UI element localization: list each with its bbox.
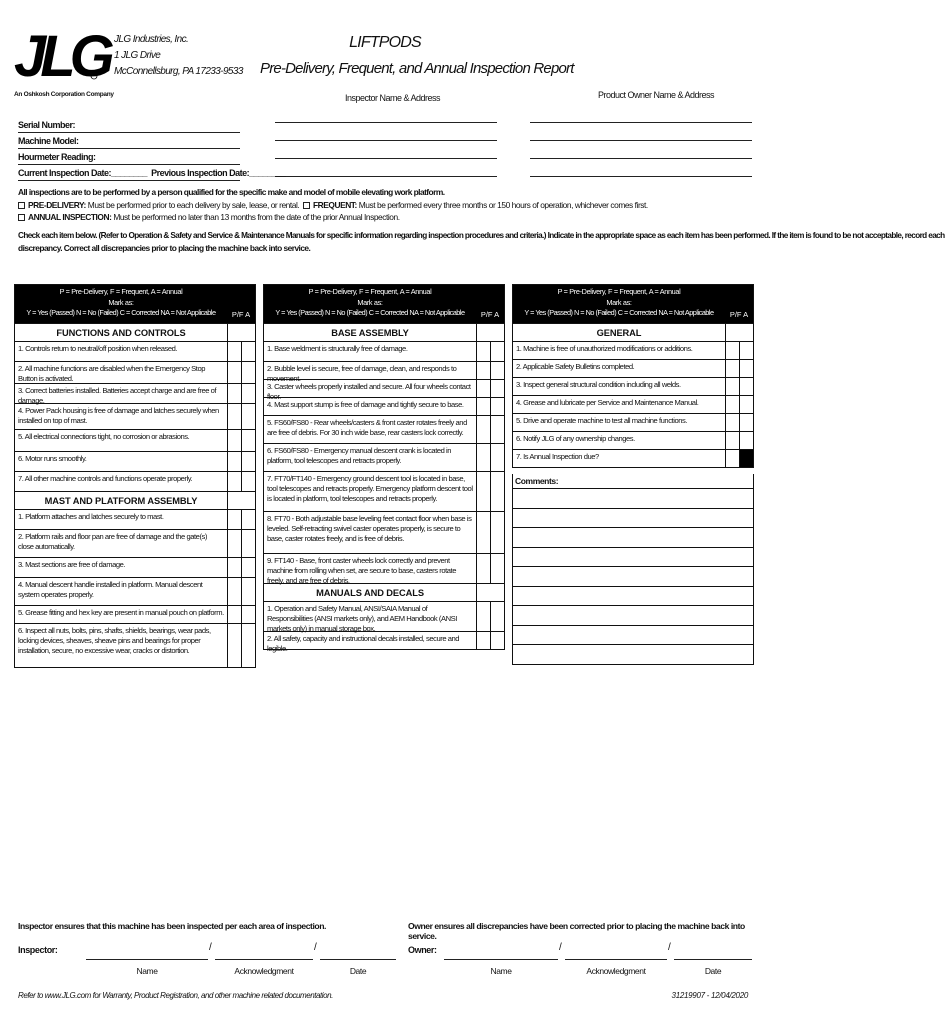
checklist-item: 2. Bubble level is secure, free of damage, clean, and responds to movement. — [263, 362, 505, 380]
machine-model-field[interactable]: Machine Model: — [18, 133, 240, 149]
document-number: 31219907 - 12/04/2020 — [671, 991, 748, 1000]
report-title-block — [260, 30, 574, 82]
checklist-item: 4. Grease and lubricate per Service and Maintenance Manual. — [512, 396, 754, 414]
checklist-item: 6. FS60/FS80 - Emergency manual descent crank is located in platform, tool telescopes and retracts properly. — [263, 444, 505, 472]
frequent-checkbox[interactable] — [303, 202, 310, 209]
annual-checkbox[interactable] — [18, 214, 25, 221]
serial-number-field[interactable]: Serial Number: — [18, 117, 240, 133]
inspection-dates-field[interactable]: Current Inspection Date:________ Previous Inspection Date:________ — [18, 165, 240, 181]
inspector-address-label: Inspector Name & Address — [345, 93, 441, 103]
inspector-date-caption: Date — [349, 966, 367, 976]
owner-label: Owner: — [408, 945, 437, 955]
column-2 — [263, 284, 505, 653]
owner-ack-caption: Acknowledgment — [586, 966, 646, 976]
company-address — [114, 32, 243, 80]
checklist-item: 5. All electrical connections tight, no corrosion or abrasions. — [14, 430, 256, 452]
parent-company: An Oshkosh Corporation Company — [14, 91, 114, 98]
predelivery-checkbox[interactable] — [18, 202, 25, 209]
owner-address-line-4[interactable] — [530, 176, 752, 177]
checklist-item: 3. Mast sections are free of damage. — [14, 558, 256, 578]
company-street: 1 JLG Drive — [114, 50, 161, 61]
check-instructions-1: Check each item below. (Refer to Operation & Safety and Service & Maintenance Manuals for specific information regarding inspection procedures and criteria.) Indicate in the appropriate space as each item has been performed. If the item is found to be not acceptable, record each — [18, 230, 945, 240]
checklist-item: 4. Manual descent handle installed in platform. Manual descent system operates properly. — [14, 578, 256, 606]
machine-info — [18, 117, 286, 181]
company-name: JLG Industries, Inc. — [114, 34, 189, 45]
checklist-item: 6. Notify JLG of any ownership changes. — [512, 432, 754, 450]
section-base-title: BASE ASSEMBLY — [263, 324, 505, 342]
checklist-item: 1. Operation and Safety Manual, ANSI/SAIA Manual of Responsibilities (ANSI markets only), and AEM Handbook (ANSI markets only) in manual storage box. — [263, 602, 505, 632]
inspector-ack-line[interactable] — [215, 959, 313, 960]
inspector-address-line-4[interactable] — [275, 176, 497, 177]
checklist-item: 2. All machine functions are disabled when the Emergency Stop Button is activated. — [14, 362, 256, 384]
checklist-item: 2. Applicable Safety Bulletins completed. — [512, 360, 754, 378]
check-instructions-2: discrepancy. Correct all discrepancies prior to placing the machine back into service. — [18, 243, 311, 253]
report-subtitle: Pre-Delivery, Frequent, and Annual Inspection Report — [260, 60, 574, 77]
inspector-statement: Inspector ensures that this machine has been inspected per each area of inspection. — [18, 921, 326, 931]
checklist-item: 6. Motor runs smoothly. — [14, 452, 256, 472]
inspector-date-line[interactable] — [320, 959, 396, 960]
checklist-item: 6. Inspect all nuts, bolts, pins, shafts, shields, bearings, wear pads, locking devices, sheaves, sheave pins and bearings for proper installation, secure, no excessive wear, cracks or distortion. — [14, 624, 256, 668]
column-3 — [512, 284, 754, 665]
company-city: McConnellsburg, PA 17233-9533 — [114, 66, 243, 77]
hourmeter-field[interactable]: Hourmeter Reading: — [18, 149, 240, 165]
checklist-item: 1. Platform attaches and latches securely to mast. — [14, 510, 256, 530]
checklist-item: 5. FS60/FS80 - Rear wheels/casters & front caster rotates freely and are free of debris. For 30 inch wide base, rear casters lock correctly. — [263, 416, 505, 444]
inspector-address-line-2[interactable] — [275, 140, 497, 141]
inspector-name-caption: Name — [136, 966, 158, 976]
checklist-item: 3. Correct batteries installed. Batteries accept charge and are free of damage. — [14, 384, 256, 404]
inspector-address-line-3[interactable] — [275, 158, 497, 159]
checklist-item: 7. Is Annual Inspection due? — [512, 450, 754, 468]
checklist-item: 5. Grease fitting and hex key are present in manual pouch on platform. — [14, 606, 256, 624]
report-title: LIFTPODS — [349, 34, 421, 51]
checklist-item: 1. Controls return to neutral/off position when released. — [14, 342, 256, 362]
inspector-ack-caption: Acknowledgment — [234, 966, 294, 976]
owner-ack-line[interactable] — [565, 959, 667, 960]
section-manuals-title: MANUALS AND DECALS — [263, 584, 505, 602]
qualified-statement: All inspections are to be performed by a person qualified for the specific make and model of mobile elevating work platform. — [18, 187, 445, 197]
checklist-item: 9. FT140 - Base, front caster wheels lock correctly and prevent machine from rolling when set, are secure to base, casters rotate freely, and are free of debris. — [263, 554, 505, 584]
checklist-item: 8. FT70 - Both adjustable base leveling feet contact floor when base is leveled. Self-retracting swivel caster operates properly, is secure to base, caster rotates freely, and is free of debris. — [263, 512, 505, 554]
owner-address-line-3[interactable] — [530, 158, 752, 159]
owner-name-line[interactable] — [444, 959, 558, 960]
comments-label: Comments: — [512, 474, 754, 488]
checklist-item: 7. FT70/FT140 - Emergency ground descent tool is located in base, tool telescopes and retracts properly. Emergency platform descent tool is located in platform, tool telescopes and retracts properly. — [263, 472, 505, 512]
refer-note: Refer to www.JLG.com for Warranty, Product Registration, and other machine related documentation. — [18, 991, 333, 1000]
legend-box: P = Pre-Delivery, F = Frequent, A = Annual Mark as: Y = Yes (Passed) N = No (Failed) C = Corrected NA = Not Applicable P/F A — [14, 284, 256, 324]
checklist-item: 4. Mast support stump is free of damage and tightly secure to base. — [263, 398, 505, 416]
owner-date-caption: Date — [704, 966, 722, 976]
checklist-item: 3. Inspect general structural condition including all welds. — [512, 378, 754, 396]
checklist-item: 2. All safety, capacity and instructional decals installed, secure and legible. — [263, 632, 505, 650]
comments-area[interactable] — [512, 488, 754, 665]
column-1 — [14, 284, 256, 668]
owner-address-label: Product Owner Name & Address — [598, 90, 715, 100]
section-mast-title: MAST AND PLATFORM ASSEMBLY — [14, 492, 256, 510]
checklist-item: 1. Machine is free of unauthorized modifications or additions. — [512, 342, 754, 360]
checklist-item: 5. Drive and operate machine to test all machine functions. — [512, 414, 754, 432]
legend-box: P = Pre-Delivery, F = Frequent, A = Annual Mark as: Y = Yes (Passed) N = No (Failed) C = Corrected NA = Not Applicable P/F A — [263, 284, 505, 324]
inspector-address-line-1[interactable] — [275, 122, 497, 123]
instructions: All inspections are to be performed by a person qualified for the specific make and model of mobile elevating work platform. PRE-DELIVERY: Must be performed prior to each delivery by sale, lease, or rental. FREQUENT: Must be performed every three months or 150 hours of operation, whichever comes first. ANNUAL INSPECTION: Must be performed no later than 13 months from the date of the prior Annual Inspection. Check each item below. (Refer to Operation & Safety and Service & Maintenance Manuals for specific information regarding inspection procedures and criteria.) Indicate in the appropriate space as each item has been performed. If the item is found to be not acceptable, record each discrepancy. Correct all discrepancies prior to placing the machine back into service. — [18, 187, 945, 253]
section-functions-title: FUNCTIONS AND CONTROLS — [14, 324, 256, 342]
jlg-logo — [12, 24, 109, 89]
svg-text:JLG: JLG — [14, 24, 109, 89]
section-general-title: GENERAL — [512, 324, 754, 342]
owner-address-line-2[interactable] — [530, 140, 752, 141]
inspector-label: Inspector: — [18, 945, 58, 955]
checklist-item: 4. Power Pack housing is free of damage and latches securely when installed on top of mast. — [14, 404, 256, 430]
checklist-item: 3. Caster wheels properly installed and secure. All four wheels contact floor. — [263, 380, 505, 398]
owner-date-line[interactable] — [674, 959, 752, 960]
checklist-item: 1. Base weldment is structurally free of damage. — [263, 342, 505, 362]
checklist-item: 7. All other machine controls and functions operate properly. — [14, 472, 256, 492]
inspector-name-line[interactable] — [86, 959, 208, 960]
owner-name-caption: Name — [490, 966, 512, 976]
owner-address-line-1[interactable] — [530, 122, 752, 123]
checklist-item: 2. Platform rails and floor pan are free of damage and the gate(s) close automatically. — [14, 530, 256, 558]
owner-statement: Owner ensures all discrepancies have been corrected prior to placing the machine back into service. — [408, 921, 745, 941]
legend-box: P = Pre-Delivery, F = Frequent, A = Annual Mark as: Y = Yes (Passed) N = No (Failed) C = Corrected NA = Not Applicable P/F A — [512, 284, 754, 324]
